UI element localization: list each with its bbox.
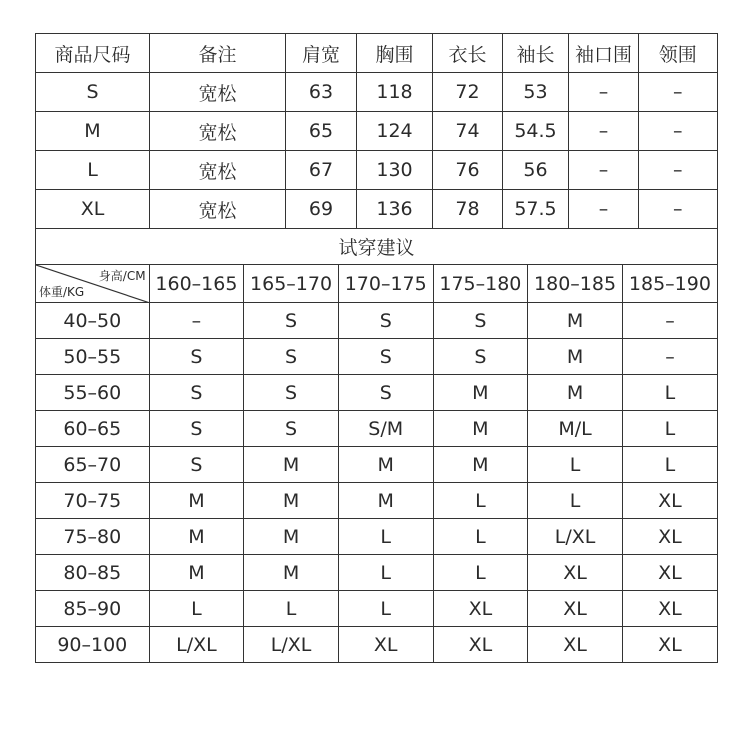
recommended-size-cell: L bbox=[623, 411, 718, 447]
collar-cell: – bbox=[639, 190, 718, 229]
recommendation-row bbox=[35, 483, 718, 519]
height-range-header: 175–180 bbox=[434, 265, 529, 303]
chest-cell: 136 bbox=[357, 190, 433, 229]
recommended-size-cell: M bbox=[150, 519, 245, 555]
recommended-size-cell: M bbox=[339, 447, 434, 483]
shoulder-cell: 69 bbox=[286, 190, 357, 229]
cuff-cell: – bbox=[569, 151, 639, 190]
height-range-header: 180–185 bbox=[528, 265, 623, 303]
recommended-size-cell: L bbox=[339, 555, 434, 591]
size-row bbox=[35, 151, 718, 190]
recommendation-row bbox=[35, 591, 718, 627]
height-range-header: 160–165 bbox=[150, 265, 245, 303]
chest-cell: 118 bbox=[357, 73, 433, 112]
recommended-size-cell: M bbox=[434, 447, 529, 483]
shoulder-cell: 67 bbox=[286, 151, 357, 190]
recommended-size-cell: L bbox=[528, 447, 623, 483]
recommended-size-cell: M bbox=[150, 555, 245, 591]
size-cell: M bbox=[36, 112, 150, 151]
recommended-size-cell: S bbox=[339, 303, 434, 339]
height-range-header: 165–170 bbox=[244, 265, 339, 303]
recommended-size-cell: XL bbox=[339, 627, 434, 663]
recommended-size-cell: L/XL bbox=[528, 519, 623, 555]
size-row bbox=[35, 112, 718, 151]
recommended-size-cell: XL bbox=[623, 627, 718, 663]
recommended-size-cell: S bbox=[244, 339, 339, 375]
recommended-size-cell: S bbox=[150, 447, 245, 483]
recommended-size-cell: S bbox=[244, 303, 339, 339]
recommended-size-cell: S bbox=[434, 339, 529, 375]
weight-range-cell: 80–85 bbox=[36, 555, 150, 591]
weight-axis-label: 体重/KG bbox=[39, 285, 85, 299]
recommended-size-cell: M bbox=[244, 519, 339, 555]
header-size: 商品尺码 bbox=[36, 34, 150, 73]
recommended-size-cell: XL bbox=[623, 483, 718, 519]
header-collar: 领围 bbox=[639, 34, 718, 73]
note-cell: 宽松 bbox=[150, 151, 286, 190]
note-cell: 宽松 bbox=[150, 112, 286, 151]
size-cell: S bbox=[36, 73, 150, 112]
size-row bbox=[35, 73, 718, 112]
recommended-size-cell: XL bbox=[434, 627, 529, 663]
weight-range-cell: 85–90 bbox=[36, 591, 150, 627]
recommended-size-cell: L bbox=[434, 483, 529, 519]
shoulder-cell: 63 bbox=[286, 73, 357, 112]
height-axis-label: 身高/CM bbox=[98, 269, 146, 283]
recommended-size-cell: XL bbox=[528, 627, 623, 663]
recommended-size-cell: M bbox=[434, 411, 529, 447]
recommended-size-cell: XL bbox=[623, 591, 718, 627]
recommended-size-cell: S bbox=[434, 303, 529, 339]
recommended-size-cell: XL bbox=[528, 555, 623, 591]
recommended-size-cell: L bbox=[244, 591, 339, 627]
recommended-size-cell: L bbox=[150, 591, 245, 627]
recommendation-row bbox=[35, 339, 718, 375]
recommendation-row bbox=[35, 555, 718, 591]
recommendation-row bbox=[35, 303, 718, 339]
header-note: 备注 bbox=[150, 34, 286, 73]
recommended-size-cell: M bbox=[244, 555, 339, 591]
sleeve-cell: 54.5 bbox=[503, 112, 569, 151]
height-range-header: 185–190 bbox=[623, 265, 718, 303]
weight-range-cell: 50–55 bbox=[36, 339, 150, 375]
recommended-size-cell: M bbox=[150, 483, 245, 519]
recommendation-title-row bbox=[35, 229, 718, 265]
weight-range-cell: 65–70 bbox=[36, 447, 150, 483]
cuff-cell: – bbox=[569, 112, 639, 151]
recommended-size-cell: S bbox=[150, 375, 245, 411]
weight-range-cell: 70–75 bbox=[36, 483, 150, 519]
size-row bbox=[35, 190, 718, 229]
recommended-size-cell: S bbox=[244, 411, 339, 447]
height-header-row bbox=[35, 265, 718, 303]
weight-range-cell: 60–65 bbox=[36, 411, 150, 447]
header-sleeve: 袖长 bbox=[503, 34, 569, 73]
recommended-size-cell: L bbox=[623, 375, 718, 411]
sleeve-cell: 53 bbox=[503, 73, 569, 112]
note-cell: 宽松 bbox=[150, 73, 286, 112]
recommendation-row bbox=[35, 627, 718, 663]
sleeve-cell: 56 bbox=[503, 151, 569, 190]
recommended-size-cell: M bbox=[339, 483, 434, 519]
recommendation-row bbox=[35, 411, 718, 447]
size-chart-table bbox=[35, 33, 718, 663]
header-cuff: 袖口围 bbox=[569, 34, 639, 73]
recommended-size-cell: L bbox=[339, 591, 434, 627]
recommended-size-cell: S bbox=[339, 375, 434, 411]
recommended-size-cell: S bbox=[339, 339, 434, 375]
chest-cell: 130 bbox=[357, 151, 433, 190]
chest-cell: 124 bbox=[357, 112, 433, 151]
recommended-size-cell: S bbox=[244, 375, 339, 411]
recommended-size-cell: M bbox=[434, 375, 529, 411]
recommended-size-cell: L/XL bbox=[150, 627, 245, 663]
recommended-size-cell: M/L bbox=[528, 411, 623, 447]
recommended-size-cell: XL bbox=[623, 555, 718, 591]
recommended-size-cell: M bbox=[528, 303, 623, 339]
header-shoulder: 肩宽 bbox=[286, 34, 357, 73]
collar-cell: – bbox=[639, 151, 718, 190]
recommended-size-cell: – bbox=[150, 303, 245, 339]
recommended-size-cell: XL bbox=[623, 519, 718, 555]
recommended-size-cell: L bbox=[623, 447, 718, 483]
recommendation-row bbox=[35, 519, 718, 555]
recommended-size-cell: L/XL bbox=[244, 627, 339, 663]
collar-cell: – bbox=[639, 112, 718, 151]
recommended-size-cell: – bbox=[623, 303, 718, 339]
length-cell: 72 bbox=[433, 73, 503, 112]
shoulder-cell: 65 bbox=[286, 112, 357, 151]
recommended-size-cell: M bbox=[244, 483, 339, 519]
recommended-size-cell: M bbox=[528, 339, 623, 375]
size-cell: L bbox=[36, 151, 150, 190]
recommended-size-cell: S bbox=[150, 339, 245, 375]
sleeve-cell: 57.5 bbox=[503, 190, 569, 229]
recommended-size-cell: – bbox=[623, 339, 718, 375]
height-range-header: 170–175 bbox=[339, 265, 434, 303]
recommendation-row bbox=[35, 375, 718, 411]
length-cell: 74 bbox=[433, 112, 503, 151]
recommended-size-cell: S bbox=[150, 411, 245, 447]
weight-range-cell: 55–60 bbox=[36, 375, 150, 411]
recommendation-row bbox=[35, 447, 718, 483]
header-length: 衣长 bbox=[433, 34, 503, 73]
recommended-size-cell: L bbox=[528, 483, 623, 519]
recommended-size-cell: L bbox=[434, 555, 529, 591]
note-cell: 宽松 bbox=[150, 190, 286, 229]
length-cell: 76 bbox=[433, 151, 503, 190]
recommended-size-cell: M bbox=[244, 447, 339, 483]
recommended-size-cell: S/M bbox=[339, 411, 434, 447]
recommended-size-cell: L bbox=[434, 519, 529, 555]
recommended-size-cell: L bbox=[339, 519, 434, 555]
recommended-size-cell: XL bbox=[528, 591, 623, 627]
recommendation-title: 试穿建议 bbox=[36, 229, 718, 265]
header-chest: 胸围 bbox=[357, 34, 433, 73]
weight-range-cell: 40–50 bbox=[36, 303, 150, 339]
weight-range-cell: 90–100 bbox=[36, 627, 150, 663]
collar-cell: – bbox=[639, 73, 718, 112]
recommended-size-cell: M bbox=[528, 375, 623, 411]
corner-diagonal-cell bbox=[36, 265, 150, 303]
size-cell: XL bbox=[36, 190, 150, 229]
cuff-cell: – bbox=[569, 73, 639, 112]
length-cell: 78 bbox=[433, 190, 503, 229]
cuff-cell: – bbox=[569, 190, 639, 229]
size-table-header-row bbox=[35, 33, 718, 73]
recommended-size-cell: XL bbox=[434, 591, 529, 627]
weight-range-cell: 75–80 bbox=[36, 519, 150, 555]
